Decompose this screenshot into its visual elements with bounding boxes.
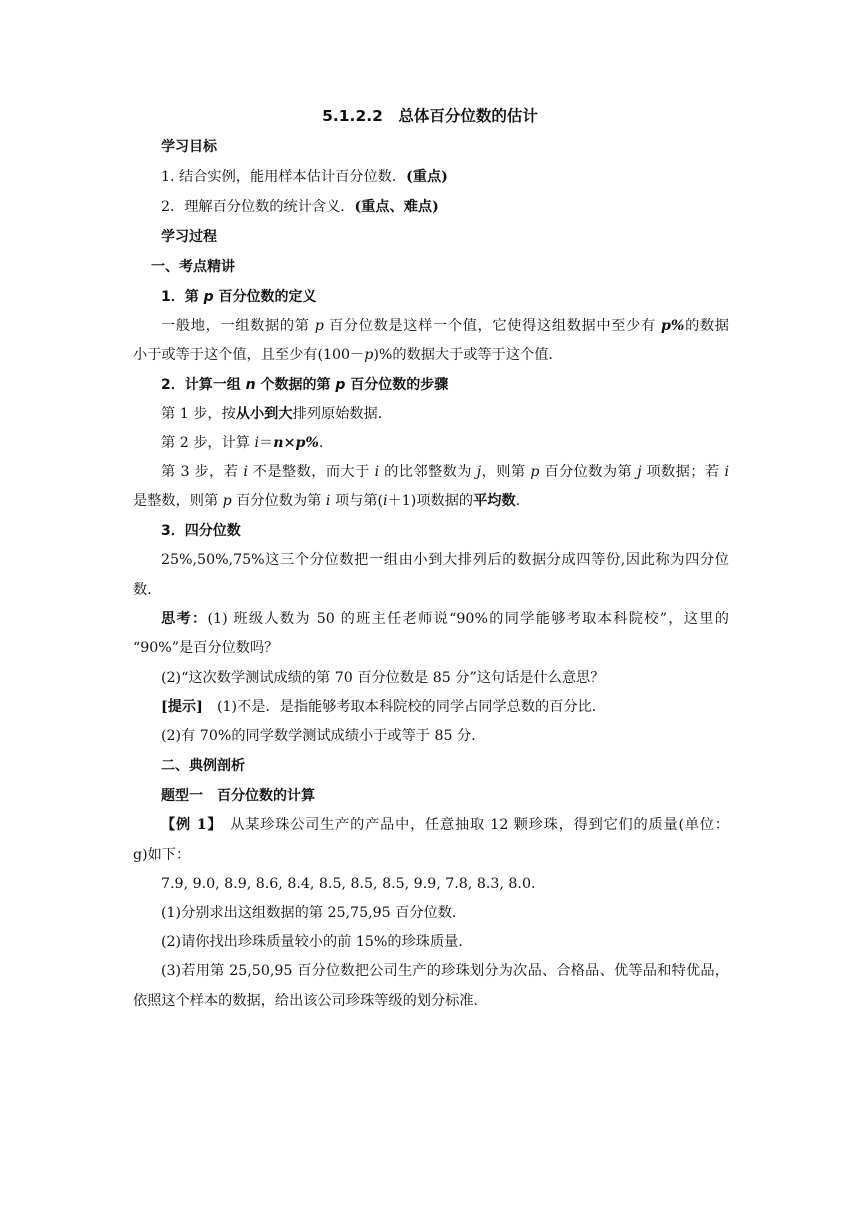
- goal-item-2: 2．理解百分位数的统计含义．(重点、难点): [161, 199, 439, 215]
- goals-heading: 学习目标: [161, 139, 217, 155]
- example-1-line-2: g)如下：: [133, 847, 191, 863]
- definition-line-1: 一般地，一组数据的第 p 百分位数是这样一个值，它使得这组数据中至少有 p%的数据: [161, 318, 729, 334]
- sub-heading-steps: 2．计算一组 n 个数据的第 p 百分位数的步骤: [161, 377, 449, 393]
- think-line-3: (2)“这次数学测试成绩的第 70 百分位数是 85 分”这句话是什么意思？: [161, 670, 605, 686]
- question-3-line-1: (3)若用第 25,50,95 百分位数把公司生产的珍珠划分为次品、合格品、优等品和特优品，: [161, 963, 729, 979]
- example-1-line-1: 【例 1】 从某珍珠公司生产的产品中，任意抽取 12 颗珍珠，得到它们的质量(单位：: [161, 817, 729, 833]
- hint-line-2: (2)有 70%的同学数学测试成绩小于或等于 85 分．: [161, 728, 486, 744]
- sub-heading-definition: 1．第 p 百分位数的定义: [161, 289, 317, 305]
- step-3-line-1: 第 3 步，若 i 不是整数，而大于 i 的比邻整数为 j，则第 p 百分位数为第 j 项数据；若 i: [161, 464, 729, 480]
- goal-item-1: 1. 结合实例，能用样本估计百分位数．(重点): [161, 169, 448, 185]
- step-1: 第 1 步，按从小到大排列原始数据．: [161, 406, 392, 422]
- quartiles-line-2: 数．: [133, 582, 162, 598]
- process-heading: 学习过程: [161, 229, 217, 245]
- step-2: 第 2 步，计算 i＝n×p%.: [161, 435, 324, 451]
- section-2-heading: 二、典例剖析: [161, 758, 245, 774]
- question-1: (1)分别求出这组数据的第 25,75,95 百分位数．: [161, 905, 467, 921]
- think-line-1: 思考：(1) 班级人数为 50 的班主任老师说“90%的同学能够考取本科院校”，这里的: [161, 611, 729, 627]
- type-1-heading: 题型一 百分位数的计算: [161, 788, 315, 804]
- section-1-heading: 一、考点精讲: [151, 259, 235, 275]
- step-3-line-2: 是整数，则第 p 百分位数为第 i 项与第(i＋1)项数据的平均数.: [133, 493, 521, 509]
- question-3-line-2: 依照这个样本的数据，给出该公司珍珠等级的划分标准．: [133, 993, 488, 1009]
- definition-line-2: 小于或等于这个值，且至少有(100－p)%的数据大于或等于这个值．: [133, 347, 563, 363]
- hint-line-1: [提示] (1)不是．是指能够考取本科院校的同学占同学总数的百分比．: [161, 699, 606, 715]
- sub-heading-quartiles: 3．四分位数: [161, 523, 241, 539]
- think-line-2: “90%”是百分位数吗？: [133, 640, 279, 656]
- example-1-data: 7.9, 9.0, 8.9, 8.6, 8.4, 8.5, 8.5, 8.5, 9.9, 7.8, 8.3, 8.0.: [161, 876, 536, 892]
- page-title: 5.1.2.2 总体百分位数的估计: [322, 107, 538, 125]
- quartiles-line-1: 25%,50%,75%这三个分位数把一组由小到大排列后的数据分成四等份,因此称为四分位: [161, 552, 729, 568]
- question-2: (2)请你找出珍珠质量较小的前 15%的珍珠质量．: [161, 934, 473, 950]
